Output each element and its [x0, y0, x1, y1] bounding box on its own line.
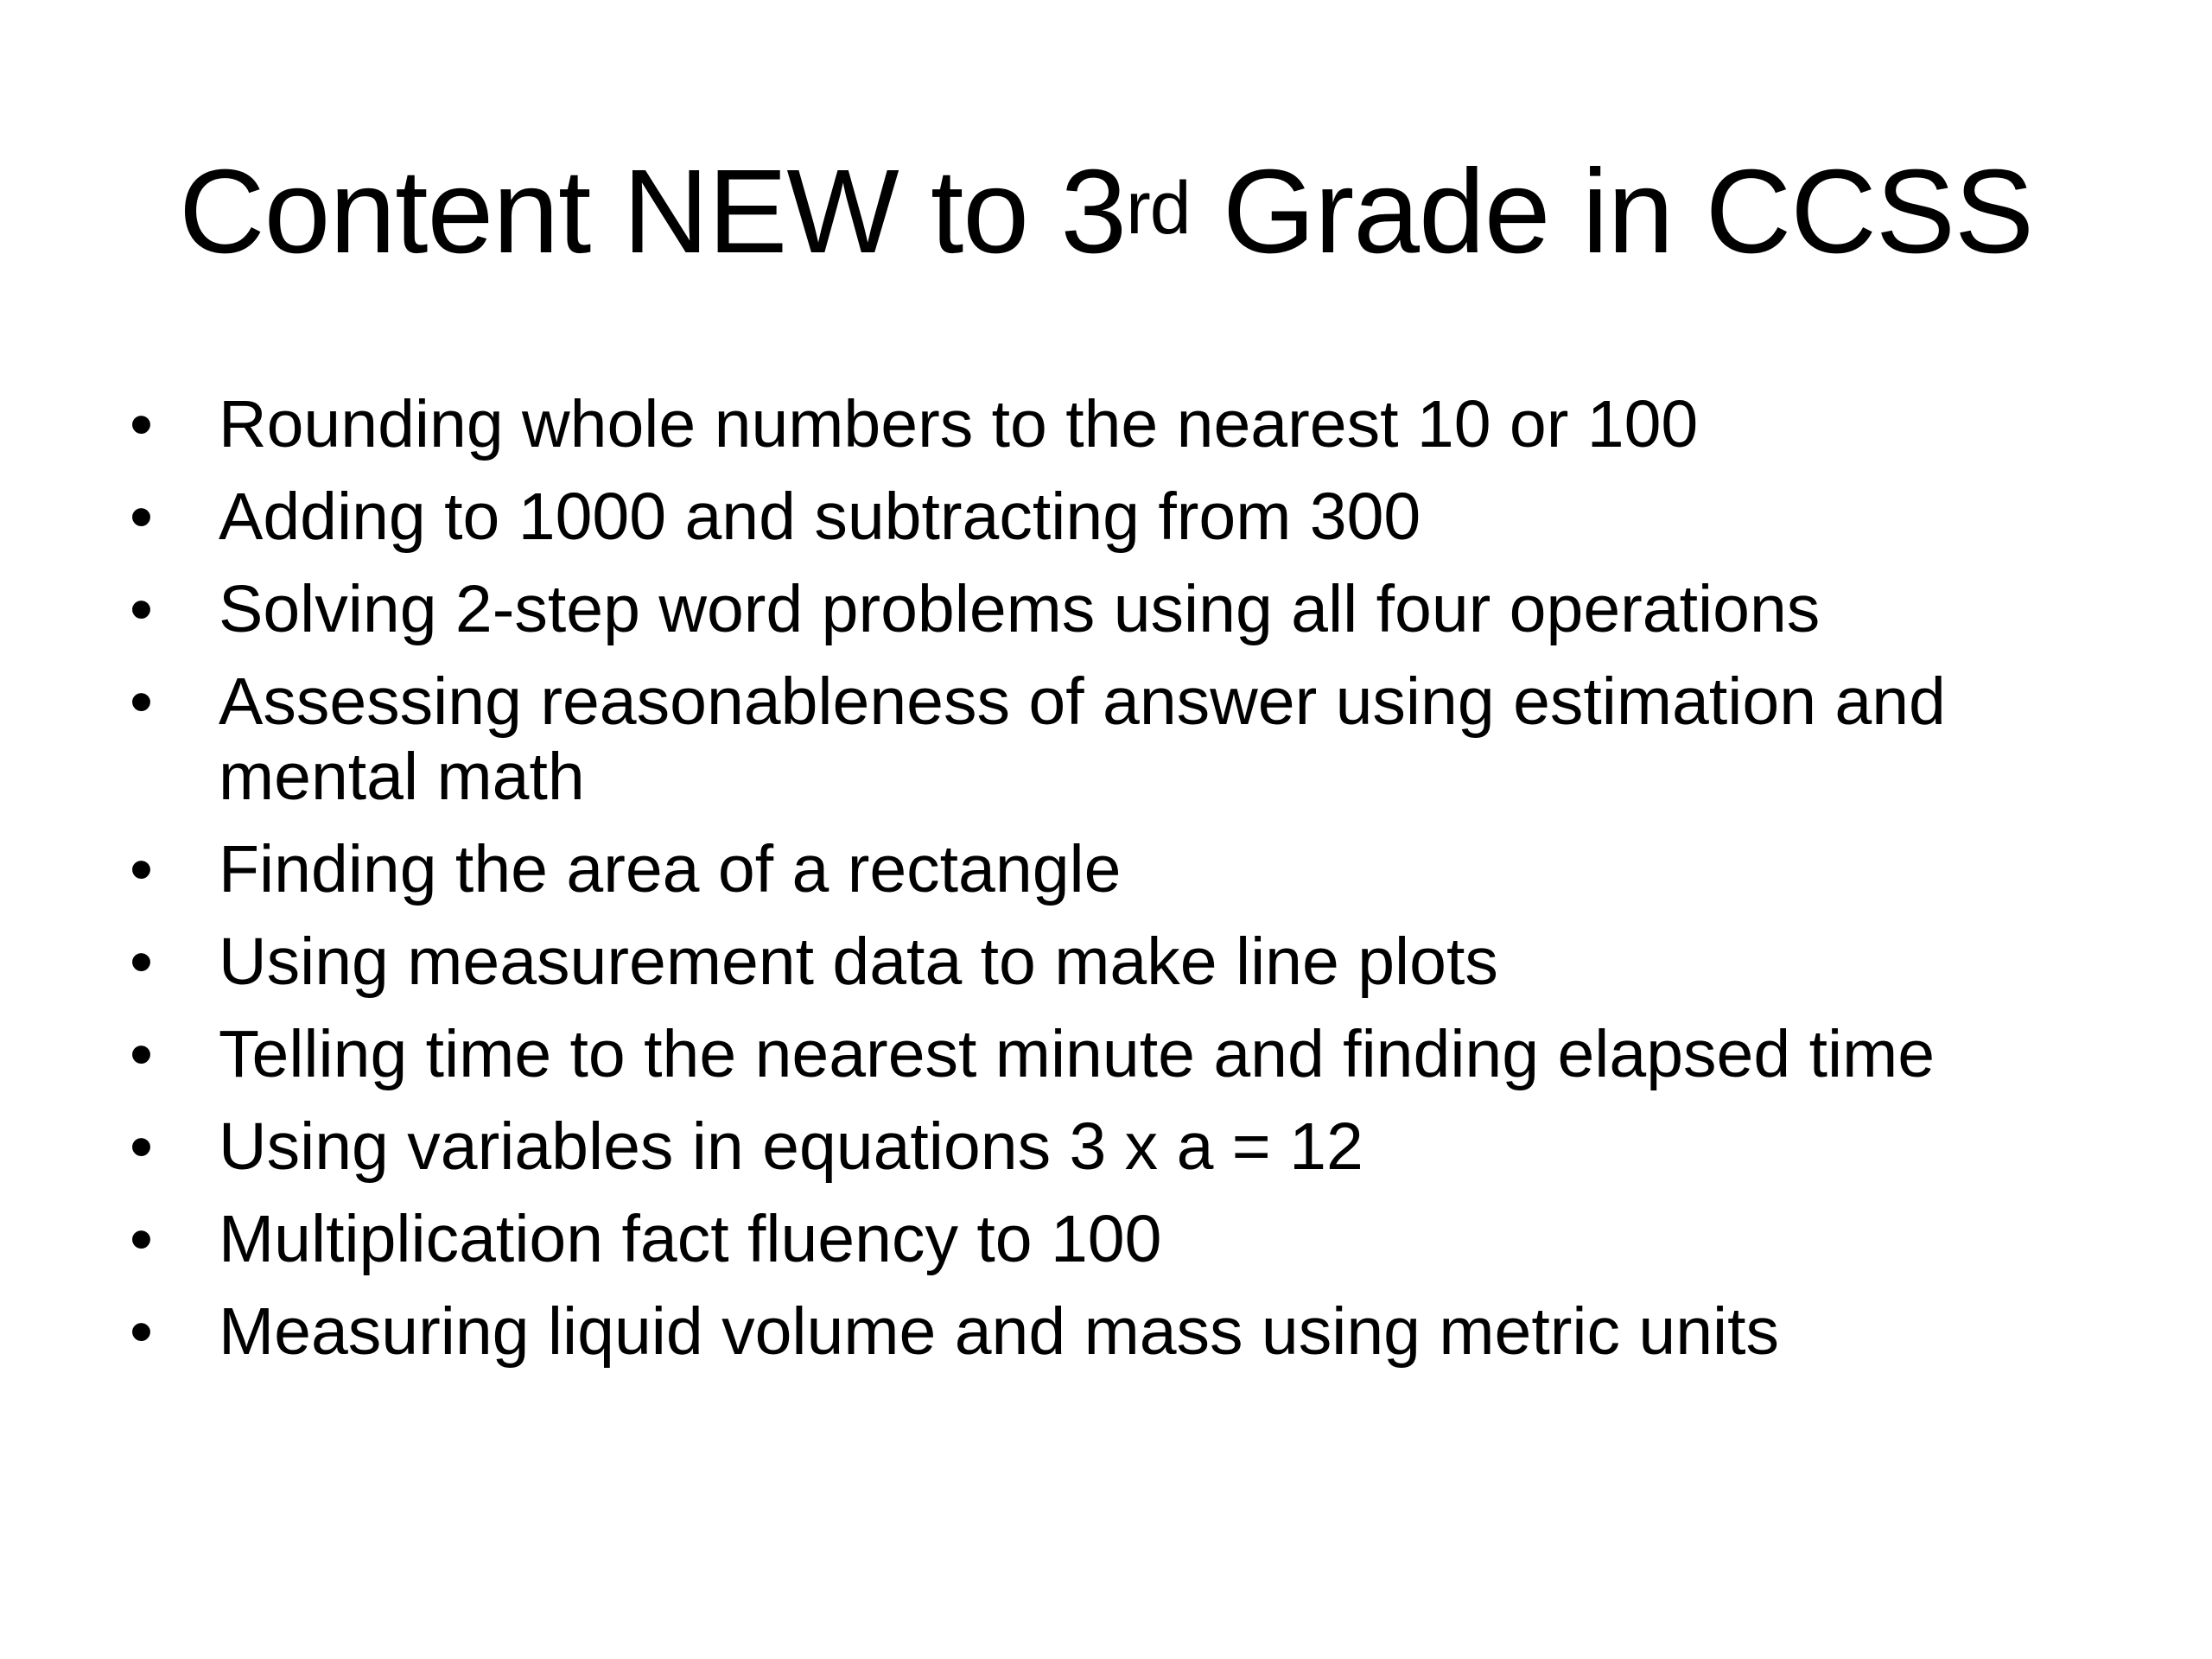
bullet-text: Using variables in equations 3 x a = 12: [219, 1109, 1363, 1184]
bullet-dot-icon: •: [130, 1109, 153, 1184]
bullet-dot-icon: •: [130, 387, 153, 461]
bullet-item: [130, 1017, 2152, 1092]
bullet-item: [130, 1294, 2152, 1370]
bullet-dot-icon: •: [130, 572, 153, 646]
bullet-dot-icon: •: [130, 925, 153, 999]
slide-title: [0, 138, 2212, 285]
bullet-list: [130, 387, 2152, 1387]
bullet-text: Measuring liquid volume and mass using metric units: [219, 1294, 1780, 1369]
bullet-item: [130, 664, 2152, 815]
bullet-item: [130, 1109, 2152, 1185]
bullet-text: Using measurement data to make line plots: [219, 925, 1498, 999]
bullet-dot-icon: •: [130, 832, 153, 906]
bullet-item: [130, 925, 2152, 1000]
bullet-dot-icon: •: [130, 1294, 153, 1369]
bullet-text: Telling time to the nearest minute and finding elapsed time: [219, 1017, 1936, 1091]
bullet-text: Assessing reasonableness of answer using estimation and mental math: [219, 664, 1946, 814]
bullet-item: [130, 387, 2152, 462]
bullet-text: Adding to 1000 and subtracting from 300: [219, 480, 1421, 554]
bullet-dot-icon: •: [130, 664, 153, 739]
bullet-item: [130, 1202, 2152, 1277]
bullet-text: Rounding whole numbers to the nearest 10 or 100: [219, 387, 1699, 461]
title-superscript: rd: [1126, 167, 1191, 250]
title-text-pre: Content NEW to 3: [178, 145, 1127, 278]
bullet-item: [130, 480, 2152, 555]
bullet-text: Solving 2-step word problems using all four operations: [219, 572, 1821, 646]
title-text-post: Grade in CCSS: [1190, 145, 2033, 278]
bullet-text: Multiplication fact fluency to 100: [219, 1202, 1162, 1276]
bullet-dot-icon: •: [130, 1202, 153, 1276]
bullet-dot-icon: •: [130, 480, 153, 554]
bullet-dot-icon: •: [130, 1017, 153, 1091]
bullet-item: [130, 832, 2152, 907]
bullet-text: Finding the area of a rectangle: [219, 832, 1122, 906]
bullet-item: [130, 572, 2152, 647]
